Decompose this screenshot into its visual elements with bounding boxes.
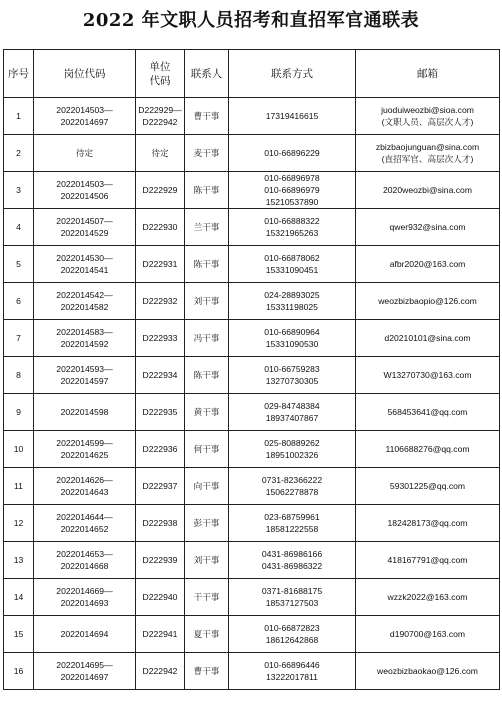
unit-code: D222942	[136, 653, 185, 690]
table-row	[4, 172, 500, 209]
phone-number: 025-80889262 18951002326	[229, 431, 356, 468]
unit-code: D222933	[136, 320, 185, 357]
position-code: 2022014644— 2022014652	[34, 505, 136, 542]
unit-code: D222937	[136, 468, 185, 505]
contact-person: 曹干事	[185, 653, 229, 690]
row-no: 7	[4, 320, 34, 357]
email-address: juoduiweozbi@sioa.com (文职人员、高层次人才)	[356, 98, 500, 135]
unit-code: D222932	[136, 283, 185, 320]
email-address: d190700@163.com	[356, 616, 500, 653]
contact-person: 刘干事	[185, 283, 229, 320]
email-address: zbizbaojunguan@sina.com (直招军官、高层次人才)	[356, 135, 500, 172]
unit-code: D222934	[136, 357, 185, 394]
contact-person: 何干事	[185, 431, 229, 468]
unit-code: D222941	[136, 616, 185, 653]
contact-person: 陈干事	[185, 172, 229, 209]
contact-person: 向干事	[185, 468, 229, 505]
position-code: 2022014503— 2022014697	[34, 98, 136, 135]
header-contact: 联系人	[185, 50, 229, 98]
phone-number: 0371-81688175 18537127503	[229, 579, 356, 616]
table-row	[4, 246, 500, 283]
unit-code: D222935	[136, 394, 185, 431]
email-address: weozbizbaopio@126.com	[356, 283, 500, 320]
email-address: 59301225@qq.com	[356, 468, 500, 505]
contact-person: 干干事	[185, 579, 229, 616]
row-no: 10	[4, 431, 34, 468]
email-address: 568453641@qq.com	[356, 394, 500, 431]
phone-number: 010-66888322 15321965263	[229, 209, 356, 246]
phone-number: 024-28893025 15331198025	[229, 283, 356, 320]
contact-person: 彭干事	[185, 505, 229, 542]
email-address: qwer932@sina.com	[356, 209, 500, 246]
unit-code: D222929	[136, 172, 185, 209]
table-row	[4, 357, 500, 394]
position-code: 2022014507— 2022014529	[34, 209, 136, 246]
position-code: 2022014593— 2022014597	[34, 357, 136, 394]
position-code: 2022014694	[34, 616, 136, 653]
phone-number: 010-66872823 18612642868	[229, 616, 356, 653]
header-phone: 联系方式	[229, 50, 356, 98]
contact-person: 曹干事	[185, 98, 229, 135]
position-code: 2022014599— 2022014625	[34, 431, 136, 468]
table-row	[4, 468, 500, 505]
table-header-row	[4, 50, 500, 98]
phone-number: 17319416615	[229, 98, 356, 135]
row-no: 3	[4, 172, 34, 209]
email-address: wzzk2022@163.com	[356, 579, 500, 616]
row-no: 12	[4, 505, 34, 542]
email-address: W13270730@163.com	[356, 357, 500, 394]
table-row	[4, 209, 500, 246]
row-no: 14	[4, 579, 34, 616]
email-address: 418167791@qq.com	[356, 542, 500, 579]
unit-code: D222938	[136, 505, 185, 542]
contact-person: 陈干事	[185, 357, 229, 394]
email-address: 1106688276@qq.com	[356, 431, 500, 468]
row-no: 13	[4, 542, 34, 579]
unit-code: D222930	[136, 209, 185, 246]
contact-person: 兰干事	[185, 209, 229, 246]
contact-person: 陈干事	[185, 246, 229, 283]
position-code: 2022014598	[34, 394, 136, 431]
contact-person: 夏干事	[185, 616, 229, 653]
row-no: 11	[4, 468, 34, 505]
table-row	[4, 431, 500, 468]
position-code: 2022014503— 2022014506	[34, 172, 136, 209]
row-no: 4	[4, 209, 34, 246]
header-email: 邮箱	[356, 50, 500, 98]
position-code: 2022014626— 2022014643	[34, 468, 136, 505]
phone-number: 029-84748384 18937407867	[229, 394, 356, 431]
table-row	[4, 579, 500, 616]
contact-person: 麦干事	[185, 135, 229, 172]
position-code: 2022014653— 2022014668	[34, 542, 136, 579]
table-row	[4, 505, 500, 542]
row-no: 9	[4, 394, 34, 431]
contact-person: 冯干事	[185, 320, 229, 357]
unit-code: D222936	[136, 431, 185, 468]
phone-number: 023-68759961 18581222558	[229, 505, 356, 542]
phone-number: 010-66878062 15331090451	[229, 246, 356, 283]
contact-person: 黄干事	[185, 394, 229, 431]
position-code: 2022014669— 2022014693	[34, 579, 136, 616]
unit-code: D222940	[136, 579, 185, 616]
unit-code: D222929— D222942	[136, 98, 185, 135]
table-row	[4, 320, 500, 357]
phone-number: 0431-86986166 0431-86986322	[229, 542, 356, 579]
contact-person: 刘干事	[185, 542, 229, 579]
table-row	[4, 616, 500, 653]
email-address: 182428173@qq.com	[356, 505, 500, 542]
position-code: 2022014695— 2022014697	[34, 653, 136, 690]
position-code: 2022014583— 2022014592	[34, 320, 136, 357]
email-address: weozbizbaokao@126.com	[356, 653, 500, 690]
header-no: 序号	[4, 50, 34, 98]
table-row	[4, 394, 500, 431]
table-row	[4, 135, 500, 172]
unit-code: D222931	[136, 246, 185, 283]
row-no: 16	[4, 653, 34, 690]
table-row	[4, 542, 500, 579]
phone-number: 010-66896978 010-66896979 15210537890	[229, 172, 356, 209]
table-row	[4, 283, 500, 320]
email-address: 2020weozbi@sina.com	[356, 172, 500, 209]
row-no: 5	[4, 246, 34, 283]
row-no: 1	[4, 98, 34, 135]
row-no: 15	[4, 616, 34, 653]
unit-code: 待定	[136, 135, 185, 172]
position-code: 2022014530— 2022014541	[34, 246, 136, 283]
contact-table	[3, 49, 500, 690]
phone-number: 010-66759283 13270730305	[229, 357, 356, 394]
phone-number: 010-66896229	[229, 135, 356, 172]
page-title: 2022 年文职人员招考和直招军官通联表	[82, 10, 420, 31]
unit-code: D222939	[136, 542, 185, 579]
email-address: d20210101@sina.com	[356, 320, 500, 357]
email-address: afbr2020@163.com	[356, 246, 500, 283]
position-code: 待定	[34, 135, 136, 172]
position-code: 2022014542— 2022014582	[34, 283, 136, 320]
row-no: 8	[4, 357, 34, 394]
header-unit-code: 单位 代码	[136, 50, 185, 98]
phone-number: 0731-82366222 15062278878	[229, 468, 356, 505]
table-row	[4, 98, 500, 135]
table-row	[4, 653, 500, 690]
row-no: 2	[4, 135, 34, 172]
phone-number: 010-66896446 13222017811	[229, 653, 356, 690]
phone-number: 010-66890964 15331090530	[229, 320, 356, 357]
header-position-code: 岗位代码	[34, 50, 136, 98]
row-no: 6	[4, 283, 34, 320]
